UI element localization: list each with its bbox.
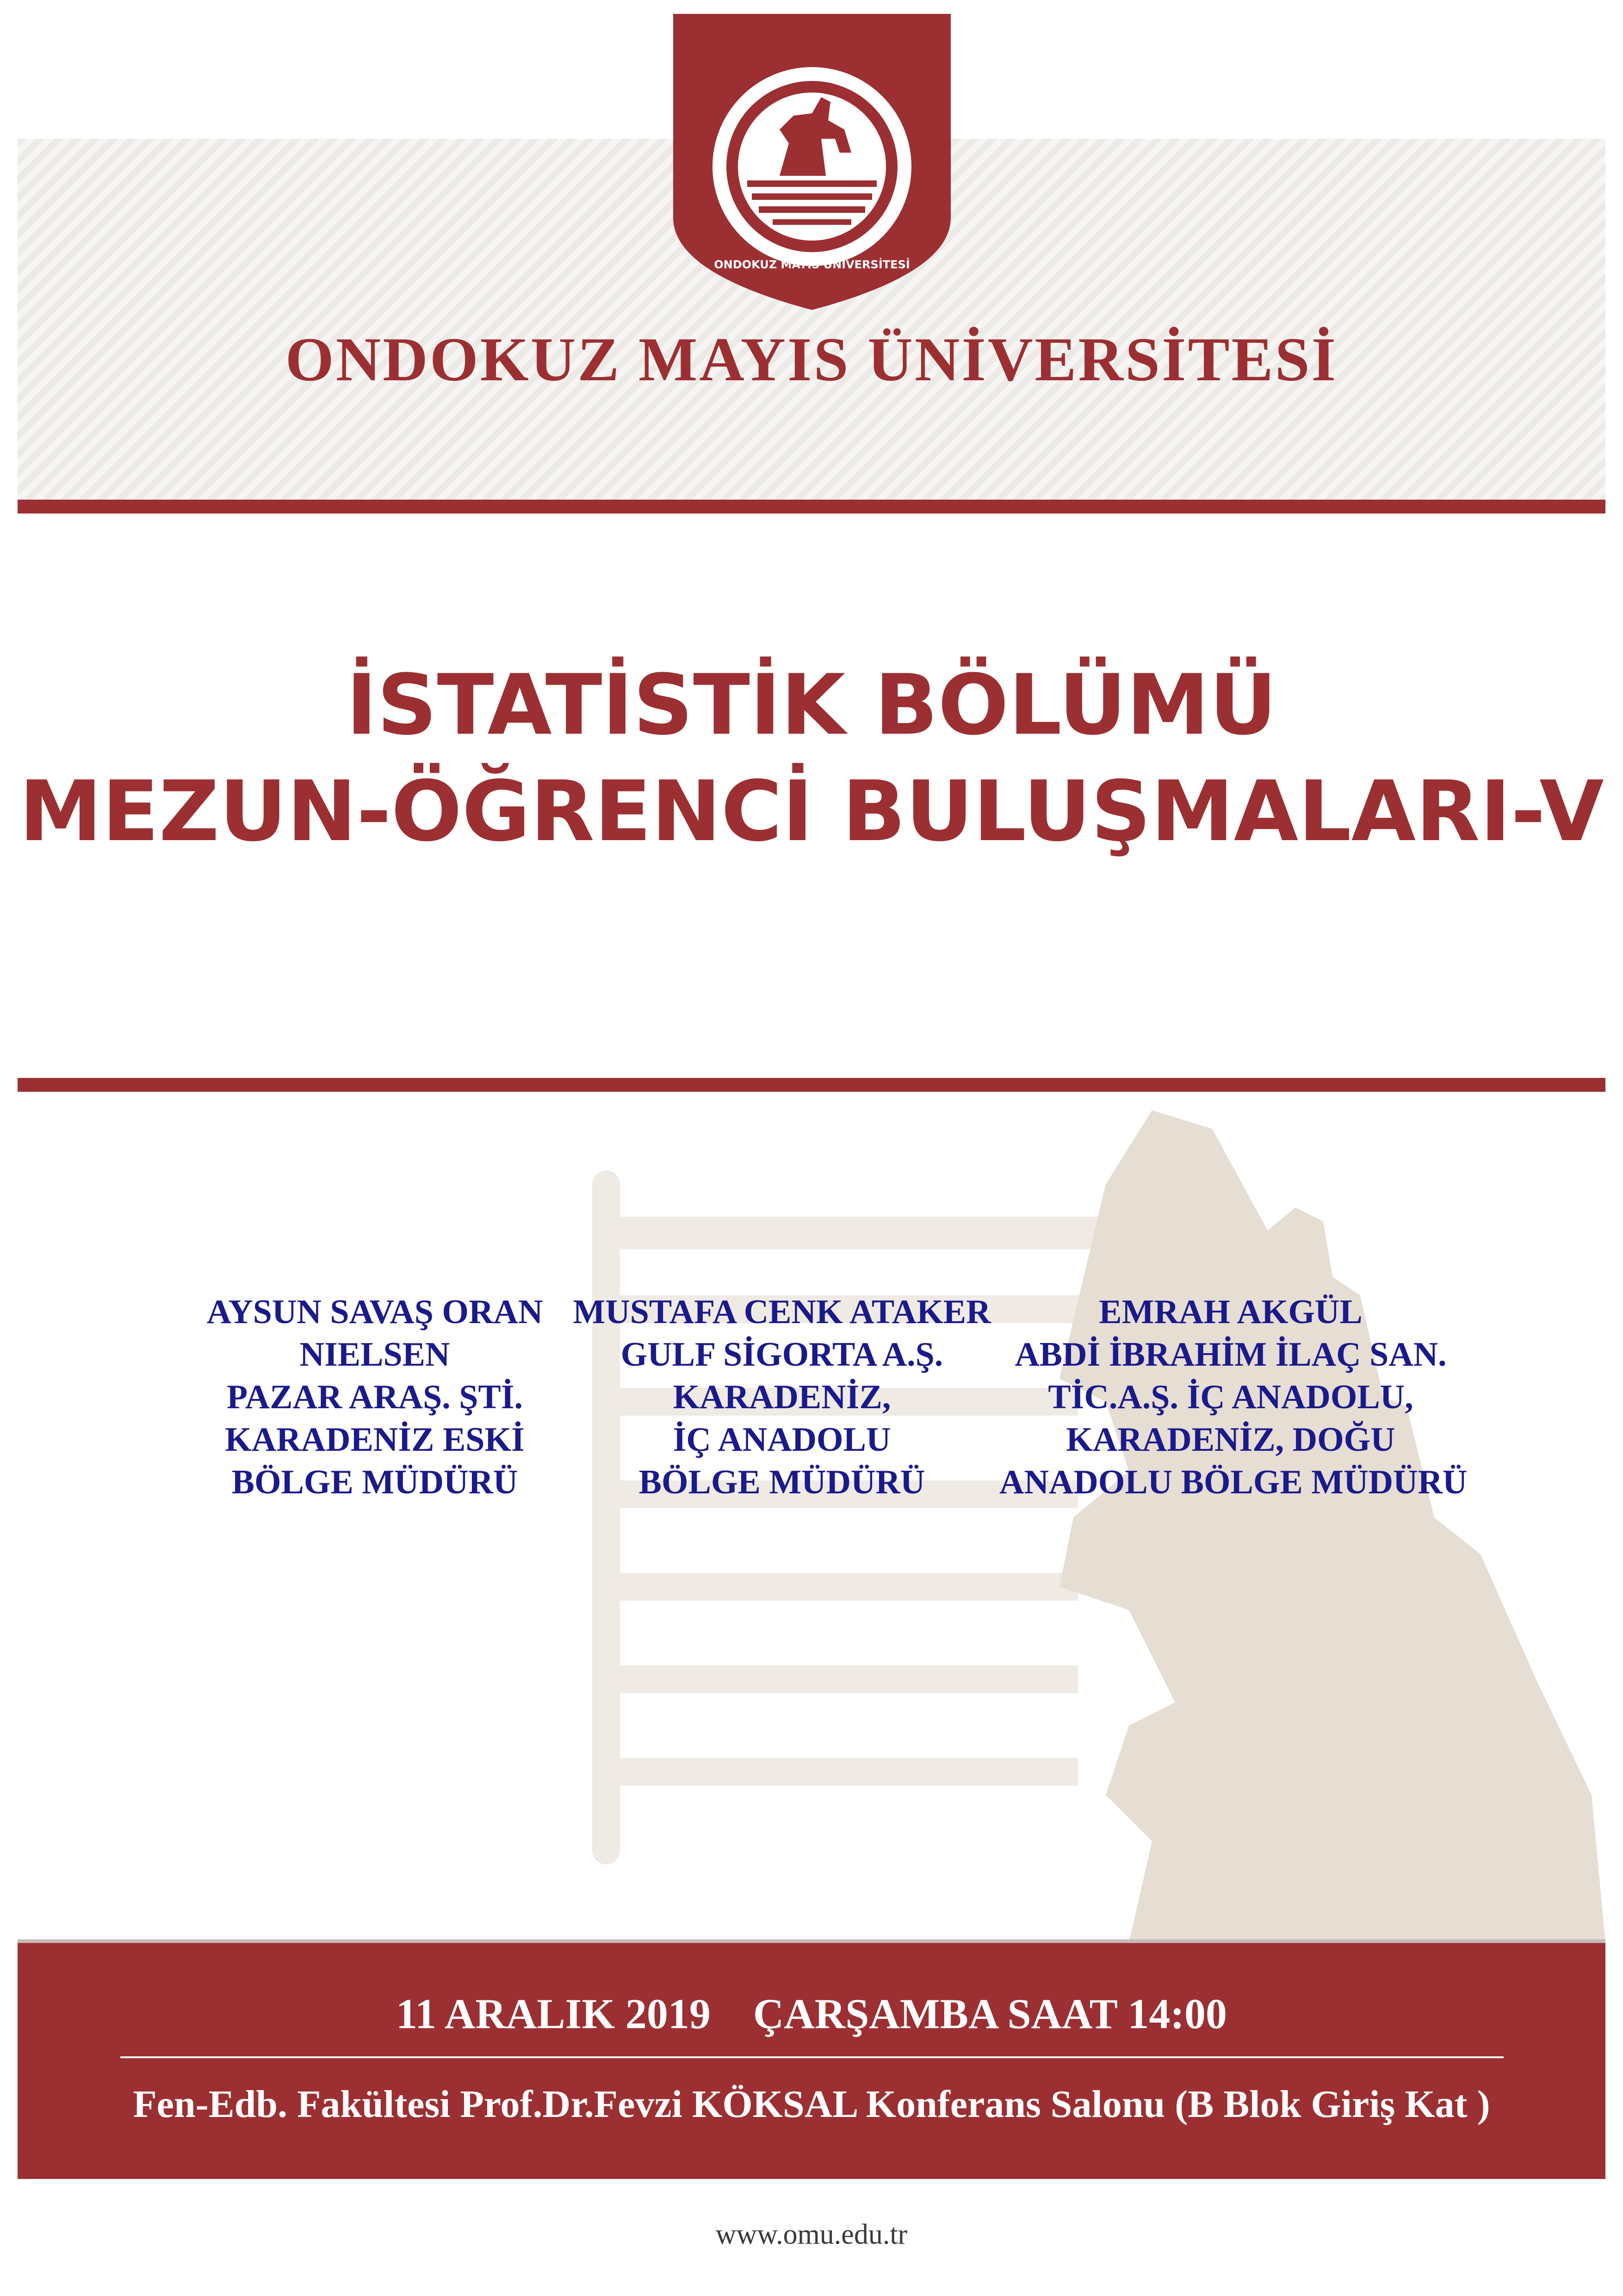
speaker-3-line: TİC.A.Ş. İÇ ANADOLU, (1048, 1378, 1413, 1416)
event-title-line-2: MEZUN-ÖĞRENCİ BULUŞMALARI-V (19, 763, 1604, 860)
speaker-1-line: KARADENİZ ESKİ (225, 1421, 525, 1459)
speaker-1 (167, 1291, 583, 1504)
speaker-2 (560, 1291, 1004, 1504)
footer-edge (18, 1939, 1605, 1943)
section-divider (18, 1078, 1605, 1092)
speaker-1-line: PAZAR ARAŞ. ŞTİ. (226, 1378, 523, 1416)
footer-banner (18, 1943, 1605, 2179)
event-venue: Fen-Edb. Fakültesi Prof.Dr.Fevzi KÖKSAL Konferans Salonu (B Blok Giriş Kat ) (133, 2083, 1490, 2126)
speaker-2-line: İÇ ANADOLU (673, 1421, 891, 1459)
speaker-3-line: KARADENİZ, DOĞU (1066, 1421, 1395, 1459)
speaker-1-line: BÖLGE MÜDÜRÜ (231, 1463, 518, 1501)
header-divider (18, 500, 1605, 514)
speaker-1-line: NIELSEN (299, 1336, 450, 1374)
event-title-line-1: İSTATİSTİK BÖLÜMÜ (346, 657, 1277, 754)
speaker-3-name: EMRAH AKGÜL (1099, 1293, 1363, 1331)
speaker-2-line: GULF SİGORTA A.Ş. (620, 1336, 943, 1374)
speaker-3-line: ABDİ İBRAHİM İLAÇ SAN. (1015, 1336, 1447, 1374)
speaker-2-name: MUSTAFA CENK ATAKER (573, 1293, 991, 1331)
website-link[interactable]: www.omu.edu.tr (715, 2219, 908, 2250)
university-name: ONDOKUZ MAYIS ÜNİVERSİTESİ (285, 325, 1338, 394)
speaker-3 (999, 1291, 1468, 1504)
footer-divider (120, 2056, 1504, 2058)
speaker-2-line: BÖLGE MÜDÜRÜ (638, 1463, 925, 1501)
speaker-3-line: ANADOLU BÖLGE MÜDÜRÜ (999, 1463, 1468, 1501)
speaker-1-name: AYSUN SAVAŞ ORAN (206, 1293, 543, 1331)
university-seal-logo (673, 14, 951, 310)
seal-text: ONDOKUZ MAYIS ÜNİVERSİTESİ (714, 258, 910, 271)
speaker-2-line: KARADENİZ, (673, 1378, 891, 1416)
event-date-time: 11 ARALIK 2019 ÇARŞAMBA SAAT 14:00 (396, 1990, 1227, 2037)
horseman-watermark (574, 1101, 1605, 1943)
